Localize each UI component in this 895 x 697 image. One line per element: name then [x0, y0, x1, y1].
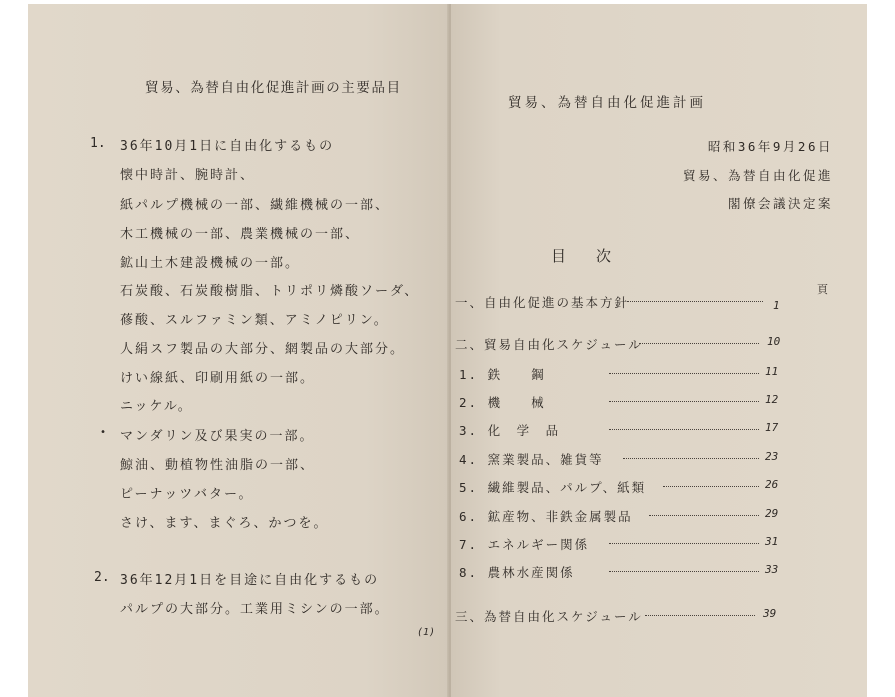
toc-leader-dots: [663, 486, 759, 487]
toc-entry-page: 10: [767, 335, 781, 348]
toc-leader-dots: [627, 301, 763, 302]
toc-leader-dots: [609, 429, 759, 430]
toc-leader-dots: [609, 373, 759, 374]
toc-entry-page: 31: [765, 535, 779, 548]
item-line: 蓚酸、スルファミン類、アミノピリン。: [120, 313, 389, 328]
page-column-label: 頁: [817, 283, 830, 296]
section-1-number: 1.: [90, 136, 106, 151]
section-1-heading: 36年10月1日に自由化するもの: [120, 139, 335, 154]
toc-entry-label: 2. 機 械: [459, 395, 546, 410]
toc-entry-label: 3. 化 学 品: [459, 423, 561, 438]
toc-entry-page: 12: [765, 393, 779, 406]
toc-entry[interactable]: [459, 365, 779, 381]
toc-entry-label: 5. 繊維製品、パルプ、紙類: [459, 480, 647, 495]
toc-leader-dots: [649, 515, 759, 516]
right-page-title: 貿易、為替自由化促進計画: [508, 95, 706, 111]
toc-entry[interactable]: [459, 535, 779, 551]
right-page: [451, 4, 867, 697]
toc-entry[interactable]: [459, 421, 779, 437]
toc-entry-page: 1: [773, 299, 780, 312]
toc-entry-page: 26: [765, 478, 779, 491]
item-line: 人絹スフ製品の大部分、網製品の大部分。: [120, 342, 406, 357]
toc-leader-dots: [645, 615, 755, 616]
document-status: 閣僚会議決定案: [727, 196, 833, 211]
item-line: パルプの大部分。工業用ミシンの一部。: [120, 602, 390, 617]
toc-entry-label: 三、為替自由化スケジュール: [455, 609, 643, 624]
toc-entry[interactable]: [459, 507, 779, 523]
toc-entry[interactable]: [459, 393, 779, 409]
left-page: [28, 4, 449, 697]
toc-entry-page: 29: [765, 507, 779, 520]
toc-entry-page: 39: [763, 607, 777, 620]
item-line: 木工機械の一部、農業機械の一部、: [120, 227, 361, 242]
item-line: マンダリン及び果実の一部。: [120, 429, 315, 444]
item-line: 懐中時計、腕時計、: [120, 168, 256, 183]
toc-entry-page: 17: [765, 421, 779, 434]
toc-entry-label: 1. 鉄 鋼: [459, 367, 546, 382]
issuing-body: 貿易、為替自由化促進: [682, 168, 833, 183]
toc-entry-label: 7. エネルギー関係: [459, 537, 590, 552]
toc-leader-dots: [639, 343, 759, 344]
toc-entry-page: 11: [765, 365, 779, 378]
item-line: ニッケル。: [120, 399, 193, 414]
section-2-number: 2.: [94, 570, 110, 585]
toc-entry[interactable]: [455, 335, 785, 351]
toc-leader-dots: [623, 458, 759, 459]
toc-leader-dots: [609, 543, 759, 544]
item-line: 鉱山土木建設機械の一部。: [120, 256, 301, 271]
toc-leader-dots: [609, 571, 759, 572]
toc-entry[interactable]: [455, 607, 785, 623]
item-line: さけ、ます、まぐろ、かつを。: [120, 516, 329, 531]
item-line: 鯨油、動植物性油脂の一部、: [120, 458, 316, 473]
toc-entry-label: 6. 鉱産物、非鉄金属製品: [459, 509, 633, 524]
toc-entry-page: 33: [765, 563, 779, 576]
toc-entry-page: 23: [765, 450, 779, 463]
toc-entry[interactable]: [455, 293, 785, 312]
left-page-title: 貿易、為替自由化促進計画の主要品目: [145, 80, 402, 96]
item-line: 紙パルプ機械の一部、繊維機械の一部、: [120, 198, 391, 213]
toc-entry[interactable]: [459, 563, 779, 579]
toc-entry-label: 一、自由化促進の基本方針: [455, 295, 630, 310]
page-folio: (1): [417, 627, 436, 638]
toc-entry-label: 8. 農林水産関係: [459, 565, 575, 580]
toc-entry-label: 二、貿易自由化スケジュール: [455, 337, 643, 352]
item-line: ピーナッツバター。: [120, 487, 254, 502]
toc-title: 目次: [551, 247, 642, 265]
section-2-heading: 36年12月1日を目途に自由化するもの: [120, 573, 380, 588]
toc-leader-dots: [609, 401, 759, 402]
toc-entry[interactable]: [459, 450, 779, 466]
toc-entry-label: 4. 窯業製品、雑貨等: [459, 452, 604, 467]
bullet-mark: •: [100, 427, 107, 438]
document-date: 昭和36年9月26日: [707, 139, 833, 154]
item-line: けい線紙、印刷用紙の一部。: [120, 371, 316, 386]
toc-entry[interactable]: [459, 478, 779, 494]
item-line: 石炭酸、石炭酸樹脂、トリポリ燐酸ソーダ、: [120, 284, 420, 299]
